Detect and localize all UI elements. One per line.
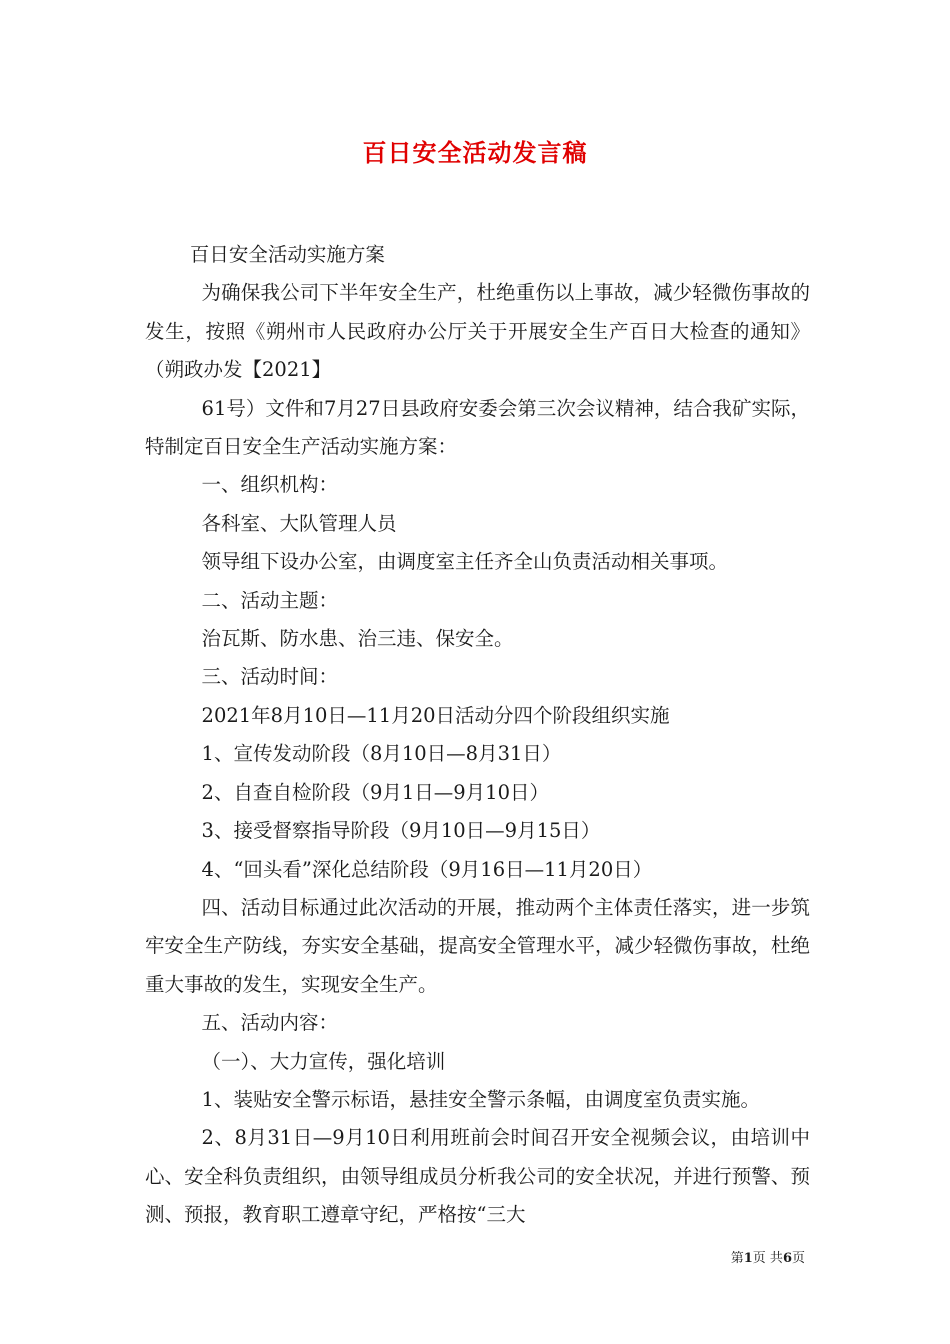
list-item-stage-4: 4、“回头看”深化总结阶段（9月16日—11月20日） <box>201 857 653 881</box>
page-number-footer <box>731 1247 805 1266</box>
paragraph-objectives: 四、活动目标通过此次活动的开展，推动两个主体责任落实，进一步筑牢安全生产防线，夯实安全基础，提高安全管理水平，减少轻微伤事故，杜绝重大事故的发生，实现安全生产。 <box>145 895 810 996</box>
paragraph-theme: 治瓦斯、防水患、治三违、保安全。 <box>201 627 514 651</box>
subsection-heading-publicity: （一）、大力宣传，强化培训 <box>201 1049 446 1073</box>
document-title: 百日安全活动发言稿 <box>362 138 588 167</box>
section-heading-theme: 二、活动主题： <box>201 588 339 612</box>
paragraph-intro: 为确保我公司下半年安全生产，杜绝重伤以上事故，减少轻微伤事故的发生，按照《朔州市人民政府办公厅关于开展安全生产百日大检查的通知》（朔政办发【2021】 <box>145 281 810 382</box>
page-number-prefix: 第 <box>730 1251 744 1266</box>
section-heading-content: 五、活动内容： <box>201 1011 339 1035</box>
page-number-total: 6 <box>782 1251 792 1266</box>
page-number-middle: 页 共 <box>752 1251 783 1266</box>
paragraph-organization-office: 领导组下设办公室，由调度室主任齐全山负责活动相关事项。 <box>201 550 729 574</box>
paragraph-organization-members: 各科室、大队管理人员 <box>201 511 397 535</box>
section-heading-organization: 一、组织机构： <box>201 473 339 497</box>
paragraph-intro-cont: 61号）文件和7月27日县政府安委会第三次会议精神，结合我矿实际，特制定百日安全生产活动实施方案： <box>145 396 810 459</box>
list-item-stage-1: 1、宣传发动阶段（8月10日—8月31日） <box>201 742 562 766</box>
section-heading-time: 三、活动时间： <box>201 665 339 689</box>
paragraph-time-range: 2021年8月10日—11月20日活动分四个阶段组织实施 <box>201 703 670 727</box>
list-item-stage-3: 3、接受督察指导阶段（9月10日—9月15日） <box>201 819 601 843</box>
page-number-suffix: 页 <box>791 1251 805 1266</box>
list-item-content-1: 1、装贴安全警示标语，悬挂安全警示条幅，由调度室负责实施。 <box>201 1087 760 1111</box>
paragraph-plan-heading: 百日安全活动实施方案 <box>189 243 385 266</box>
document-body <box>145 236 810 1235</box>
list-item-content-2: 2、8月31日—9月10日利用班前会时间召开安全视频会议，由培训中心、安全科负责组织，由领导组成员分析我公司的安全状况，并进行预警、预测、预报，教育职工遵章守纪，严格按“三大 <box>145 1126 810 1227</box>
list-item-stage-2: 2、自查自检阶段（9月1日—9月10日） <box>201 780 549 804</box>
page-number-current: 1 <box>743 1251 753 1266</box>
